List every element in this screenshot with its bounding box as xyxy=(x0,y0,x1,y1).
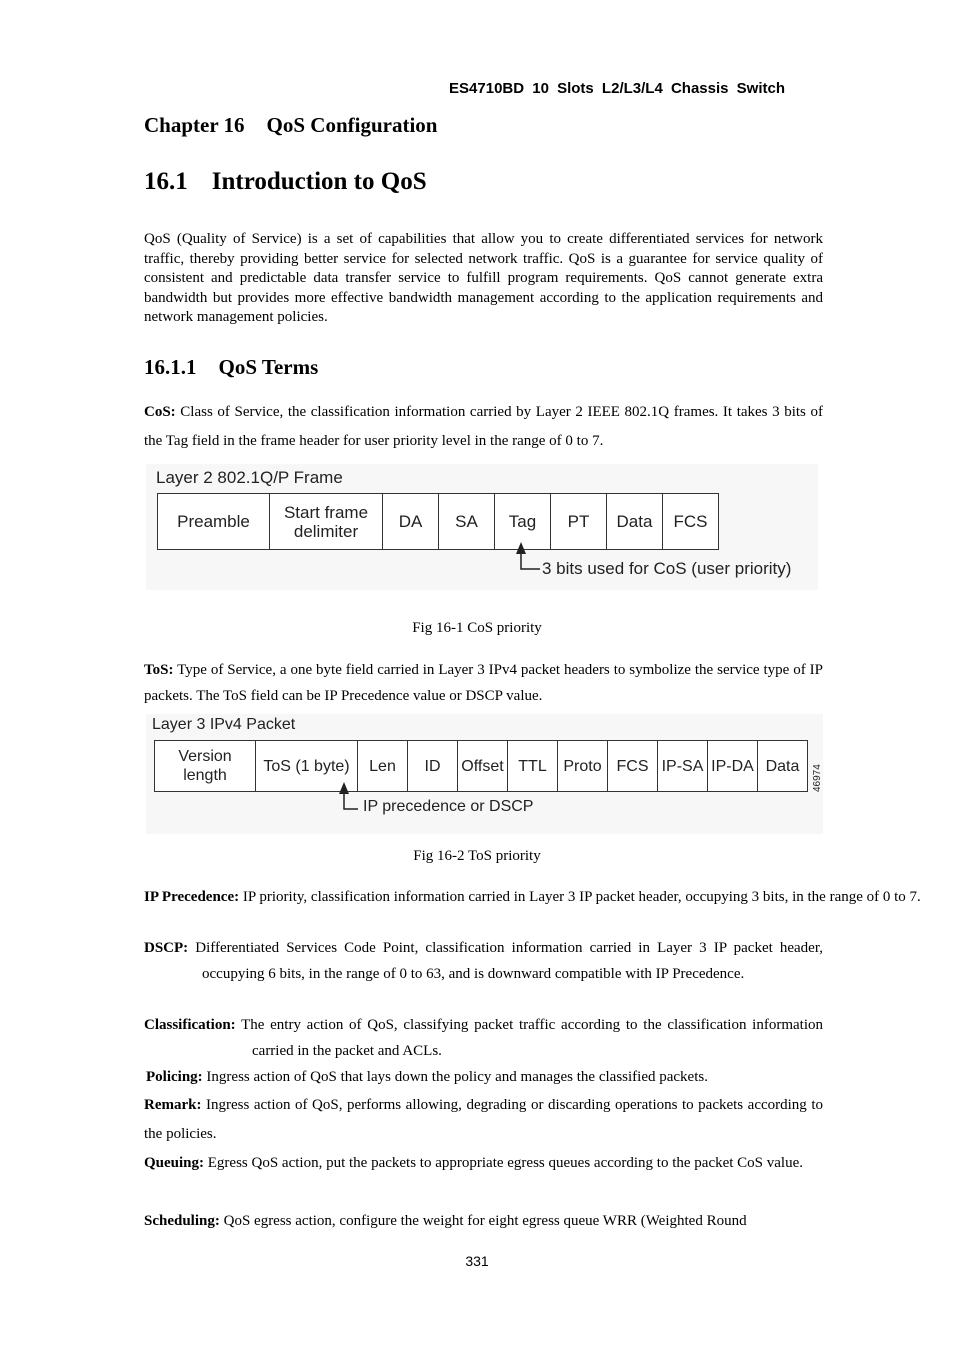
term-dscp xyxy=(144,935,823,987)
frame-field: DA xyxy=(383,493,439,550)
figure-title: Layer 2 802.1Q/P Frame xyxy=(156,468,343,487)
term-text: Ingress action of QoS, performs allowing, degrading or discarding operations to packets according to the policies. xyxy=(144,1097,823,1142)
packet-field: ID xyxy=(408,740,458,792)
frame-field: Tag xyxy=(495,493,551,550)
term-text: Differentiated Services Code Point, classification information carried in Layer 3 IP packet header, occupying 6 bits, in the range of 0 to 63, and is downward compatible with IP Precedence. xyxy=(188,940,823,982)
cos-frame-figure xyxy=(146,464,818,590)
frame-field: Start frame delimiter xyxy=(270,493,383,550)
term-label: Remark: xyxy=(144,1097,202,1113)
tos-paragraph xyxy=(144,657,823,709)
frame-field: PT xyxy=(551,493,607,550)
figure-title: Layer 3 IPv4 Packet xyxy=(152,716,296,733)
subsection-number: 16.1.1 xyxy=(144,355,197,379)
arrow-icon xyxy=(506,538,546,574)
running-header: ES4710BD 10 Slots L2/L3/L4 Chassis Switch xyxy=(449,80,785,97)
packet-field: IP-SA xyxy=(658,740,708,792)
term-label: Policing: xyxy=(146,1069,203,1085)
term-scheduling xyxy=(144,1207,823,1236)
cos-text: Class of Service, the classification information carried by Layer 2 IEEE 802.1Q frames. It takes 3 bits of the Tag field in the frame header for user priority level in the range of 0 to 7. xyxy=(144,404,823,449)
chapter-title: QoS Configuration xyxy=(266,113,438,137)
frame-fields-row xyxy=(157,493,719,550)
subsection-heading xyxy=(144,355,318,380)
subsection-title: QoS Terms xyxy=(218,355,319,379)
tos-text: Type of Service, a one byte field carried in Layer 3 IPv4 packet headers to symbolize the service type of IP packets. The ToS field can be IP Precedence value or DSCP value. xyxy=(144,662,823,704)
chapter-heading xyxy=(144,113,437,138)
section-number: 16.1 xyxy=(144,168,188,195)
page-number: 331 xyxy=(465,1253,489,1269)
term-label: Classification: xyxy=(144,1017,236,1033)
tos-term: ToS: xyxy=(144,662,174,678)
term-ip-precedence xyxy=(144,884,939,910)
figure-id-label: 46974 xyxy=(812,764,823,792)
term-text: Egress QoS action, put the packets to appropriate egress queues according to the packet CoS value. xyxy=(204,1155,804,1171)
frame-field: Preamble xyxy=(158,493,270,550)
packet-fields-row xyxy=(154,740,808,792)
term-text: The entry action of QoS, classifying packet traffic according to the classification information carried in the packet and ACLs. xyxy=(235,1017,823,1059)
packet-field: ToS (1 byte) xyxy=(256,740,358,792)
term-label: Queuing: xyxy=(144,1155,205,1171)
term-label: IP Precedence: xyxy=(144,889,240,905)
packet-field: IP-DA xyxy=(708,740,758,792)
term-remark xyxy=(144,1091,823,1149)
tos-note: IP precedence or DSCP xyxy=(363,798,534,815)
cos-term: CoS: xyxy=(144,404,176,420)
packet-field: Proto xyxy=(558,740,608,792)
figure-caption: Fig 16-1 CoS priority xyxy=(412,620,542,636)
packet-field: TTL xyxy=(508,740,558,792)
frame-field: FCS xyxy=(663,493,719,550)
section-title: Introduction to QoS xyxy=(211,168,427,195)
section-heading xyxy=(144,168,427,196)
chapter-number: Chapter 16 xyxy=(144,113,245,137)
intro-paragraph: QoS (Quality of Service) is a set of capabilities that allow you to create differentiated services for network traffic, thereby providing better service for selected network traffic. QoS is a guarantee for service quality of consistent and predictable data transfer service to fulfill program requirements. QoS cannot generate extra bandwidth but provides more effective bandwidth management according to the application requirements and network management policies. xyxy=(144,231,823,325)
arrow-icon xyxy=(334,780,364,816)
packet-field: Data xyxy=(758,740,808,792)
term-text: QoS egress action, configure the weight for eight egress queue WRR (Weighted Round xyxy=(219,1213,747,1229)
term-policing xyxy=(146,1064,823,1090)
term-classification xyxy=(144,1012,823,1064)
frame-field: Data xyxy=(607,493,663,550)
cos-paragraph xyxy=(144,398,823,456)
packet-field: Version length xyxy=(155,740,256,792)
packet-field: FCS xyxy=(608,740,658,792)
packet-field: Len xyxy=(358,740,408,792)
figure-caption: Fig 16-2 ToS priority xyxy=(413,848,541,864)
tos-packet-figure xyxy=(146,714,823,834)
term-text: IP priority, classification information carried in Layer 3 IP packet header, occupying 3 bits, in the range of 0 to 7. xyxy=(239,889,921,905)
term-label: Scheduling: xyxy=(144,1213,220,1229)
term-text: Ingress action of QoS that lays down the policy and manages the classified packets. xyxy=(202,1069,708,1085)
frame-field: SA xyxy=(439,493,495,550)
packet-field: Offset xyxy=(458,740,508,792)
term-label: DSCP: xyxy=(144,940,189,956)
cos-note: 3 bits used for CoS (user priority) xyxy=(542,559,792,578)
term-queuing xyxy=(144,1149,823,1178)
